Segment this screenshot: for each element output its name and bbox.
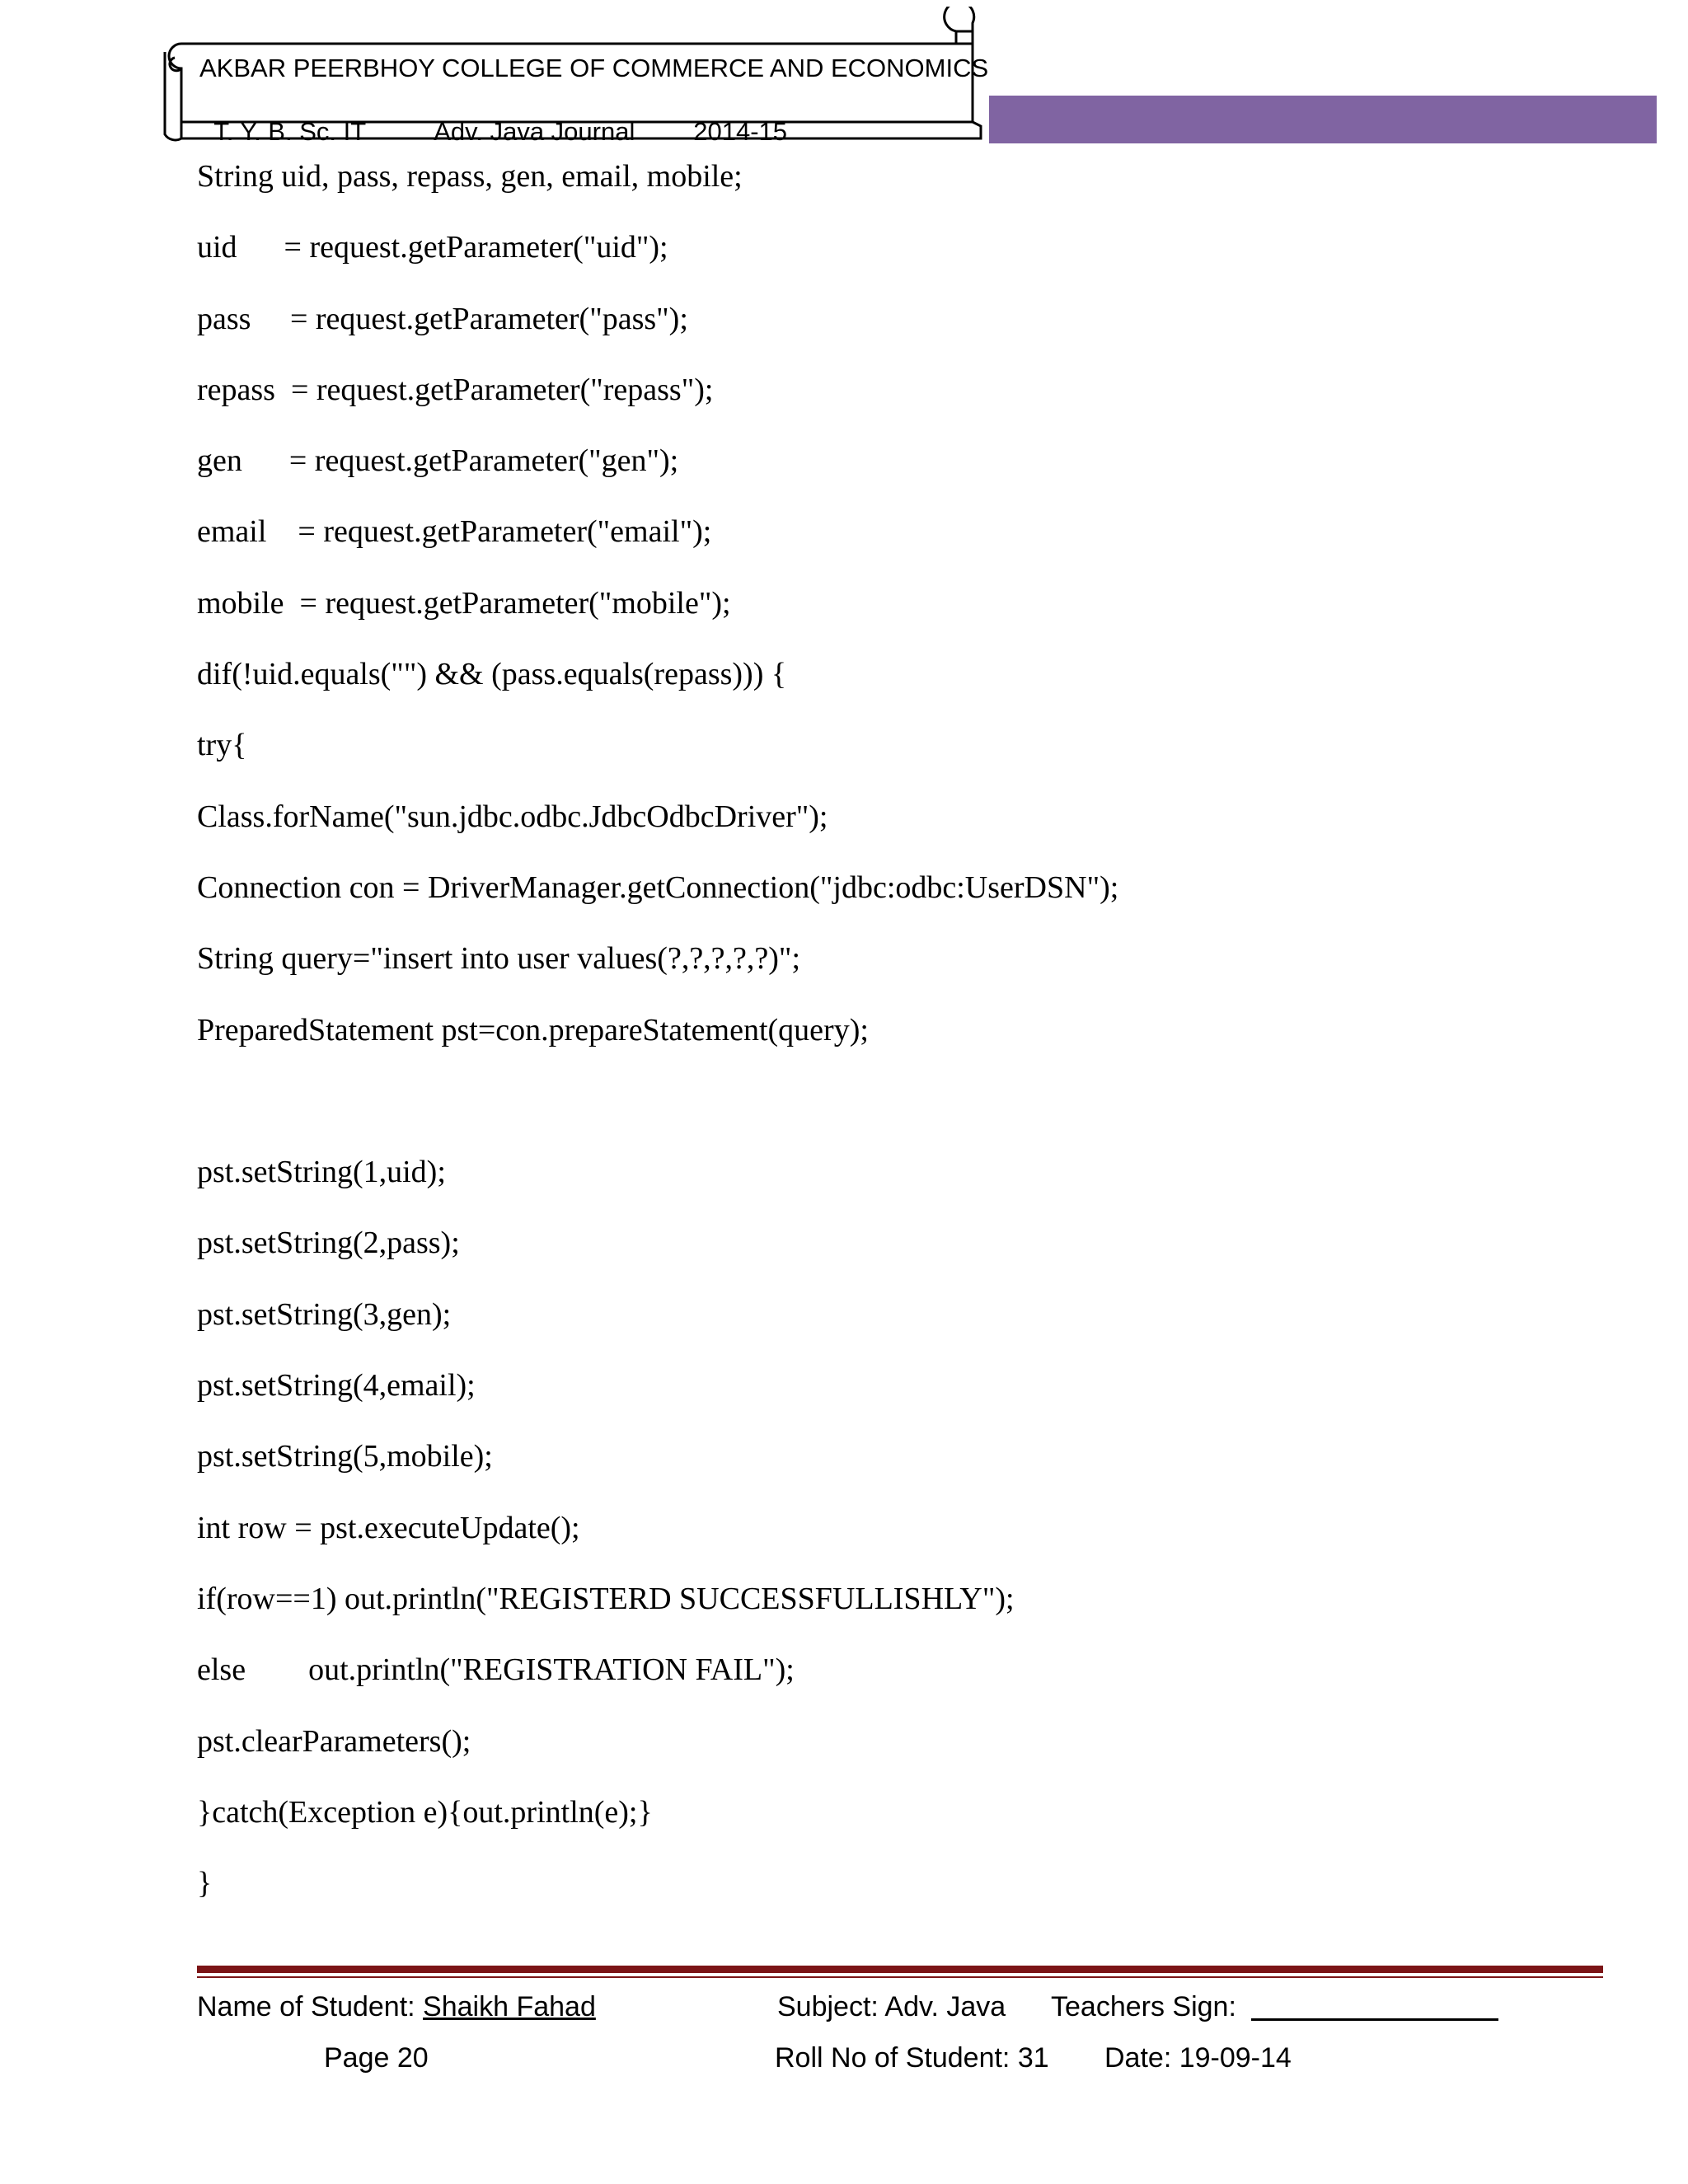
- code-line: if(row==1) out.println("REGISTERD SUCCESSFULLISHLY");: [197, 1581, 1015, 1616]
- course: T. Y. B. Sc. IT: [213, 117, 367, 146]
- code-line: }: [197, 1866, 213, 1901]
- subject: Subject: Adv. Java: [777, 1991, 1006, 2022]
- course-line: [199, 93, 787, 144]
- college-name: AKBAR PEERBHOY COLLEGE OF COMMERCE AND ECONOMICS: [199, 54, 989, 82]
- page-number: Page 20: [324, 2042, 429, 2074]
- header-accent-bar: [989, 96, 1657, 143]
- code-line: mobile = request.getParameter("mobile");: [197, 585, 731, 621]
- student-name-label: Name of Student:: [197, 1991, 424, 2022]
- code-line: repass = request.getParameter("repass");: [197, 372, 714, 407]
- code-line: String query="insert into user values(?,?,?,?,?)";: [197, 941, 801, 977]
- code-line: pass = request.getParameter("pass");: [197, 301, 688, 336]
- code-block: [197, 157, 1598, 1934]
- journal-title: Adv. Java Journal: [434, 117, 635, 146]
- student-name: [197, 1993, 596, 2021]
- teacher-sign-line: [1251, 2018, 1498, 2021]
- code-line: int row = pst.executeUpdate();: [197, 1510, 580, 1545]
- roll-number: Roll No of Student: 31: [775, 2042, 1049, 2074]
- code-line: PreparedStatement pst=con.prepareStatement(query);: [197, 1012, 869, 1047]
- code-line: else out.println("REGISTRATION FAIL");: [197, 1652, 795, 1688]
- code-line: Connection con = DriverManager.getConnection("jdbc:odbc:UserDSN");: [197, 869, 1119, 905]
- code-line: pst.clearParameters();: [197, 1723, 471, 1759]
- student-name-value: Shaikh Fahad: [423, 1991, 596, 2022]
- code-line: pst.setString(5,mobile);: [197, 1439, 493, 1474]
- footer-rule: [197, 1966, 1603, 1973]
- date: Date: 19-09-14: [1104, 2042, 1292, 2074]
- code-line: Class.forName("sun.jdbc.odbc.JdbcOdbcDriver");: [197, 799, 828, 834]
- code-line: pst.setString(2,pass);: [197, 1226, 460, 1261]
- code-line: gen = request.getParameter("gen");: [197, 443, 679, 479]
- footer-rule-thin: [197, 1976, 1603, 1978]
- code-line: String uid, pass, repass, gen, email, mobile;: [197, 159, 743, 194]
- code-line: pst.setString(3,gen);: [197, 1296, 452, 1332]
- code-line: pst.setString(4,email);: [197, 1368, 476, 1404]
- code-line: pst.setString(1,uid);: [197, 1155, 446, 1190]
- academic-year: 2014-15: [693, 117, 788, 146]
- teacher-sign-label: Teachers Sign:: [1051, 1991, 1236, 2022]
- code-line: uid = request.getParameter("uid");: [197, 230, 668, 265]
- code-line: dif(!uid.equals("") && (pass.equals(repass))) {: [197, 657, 787, 692]
- code-line: email = request.getParameter("email");: [197, 514, 712, 550]
- code-line: try{: [197, 728, 247, 763]
- code-line: }catch(Exception e){out.println(e);}: [197, 1794, 653, 1830]
- code-line-blank: [197, 1081, 1598, 1152]
